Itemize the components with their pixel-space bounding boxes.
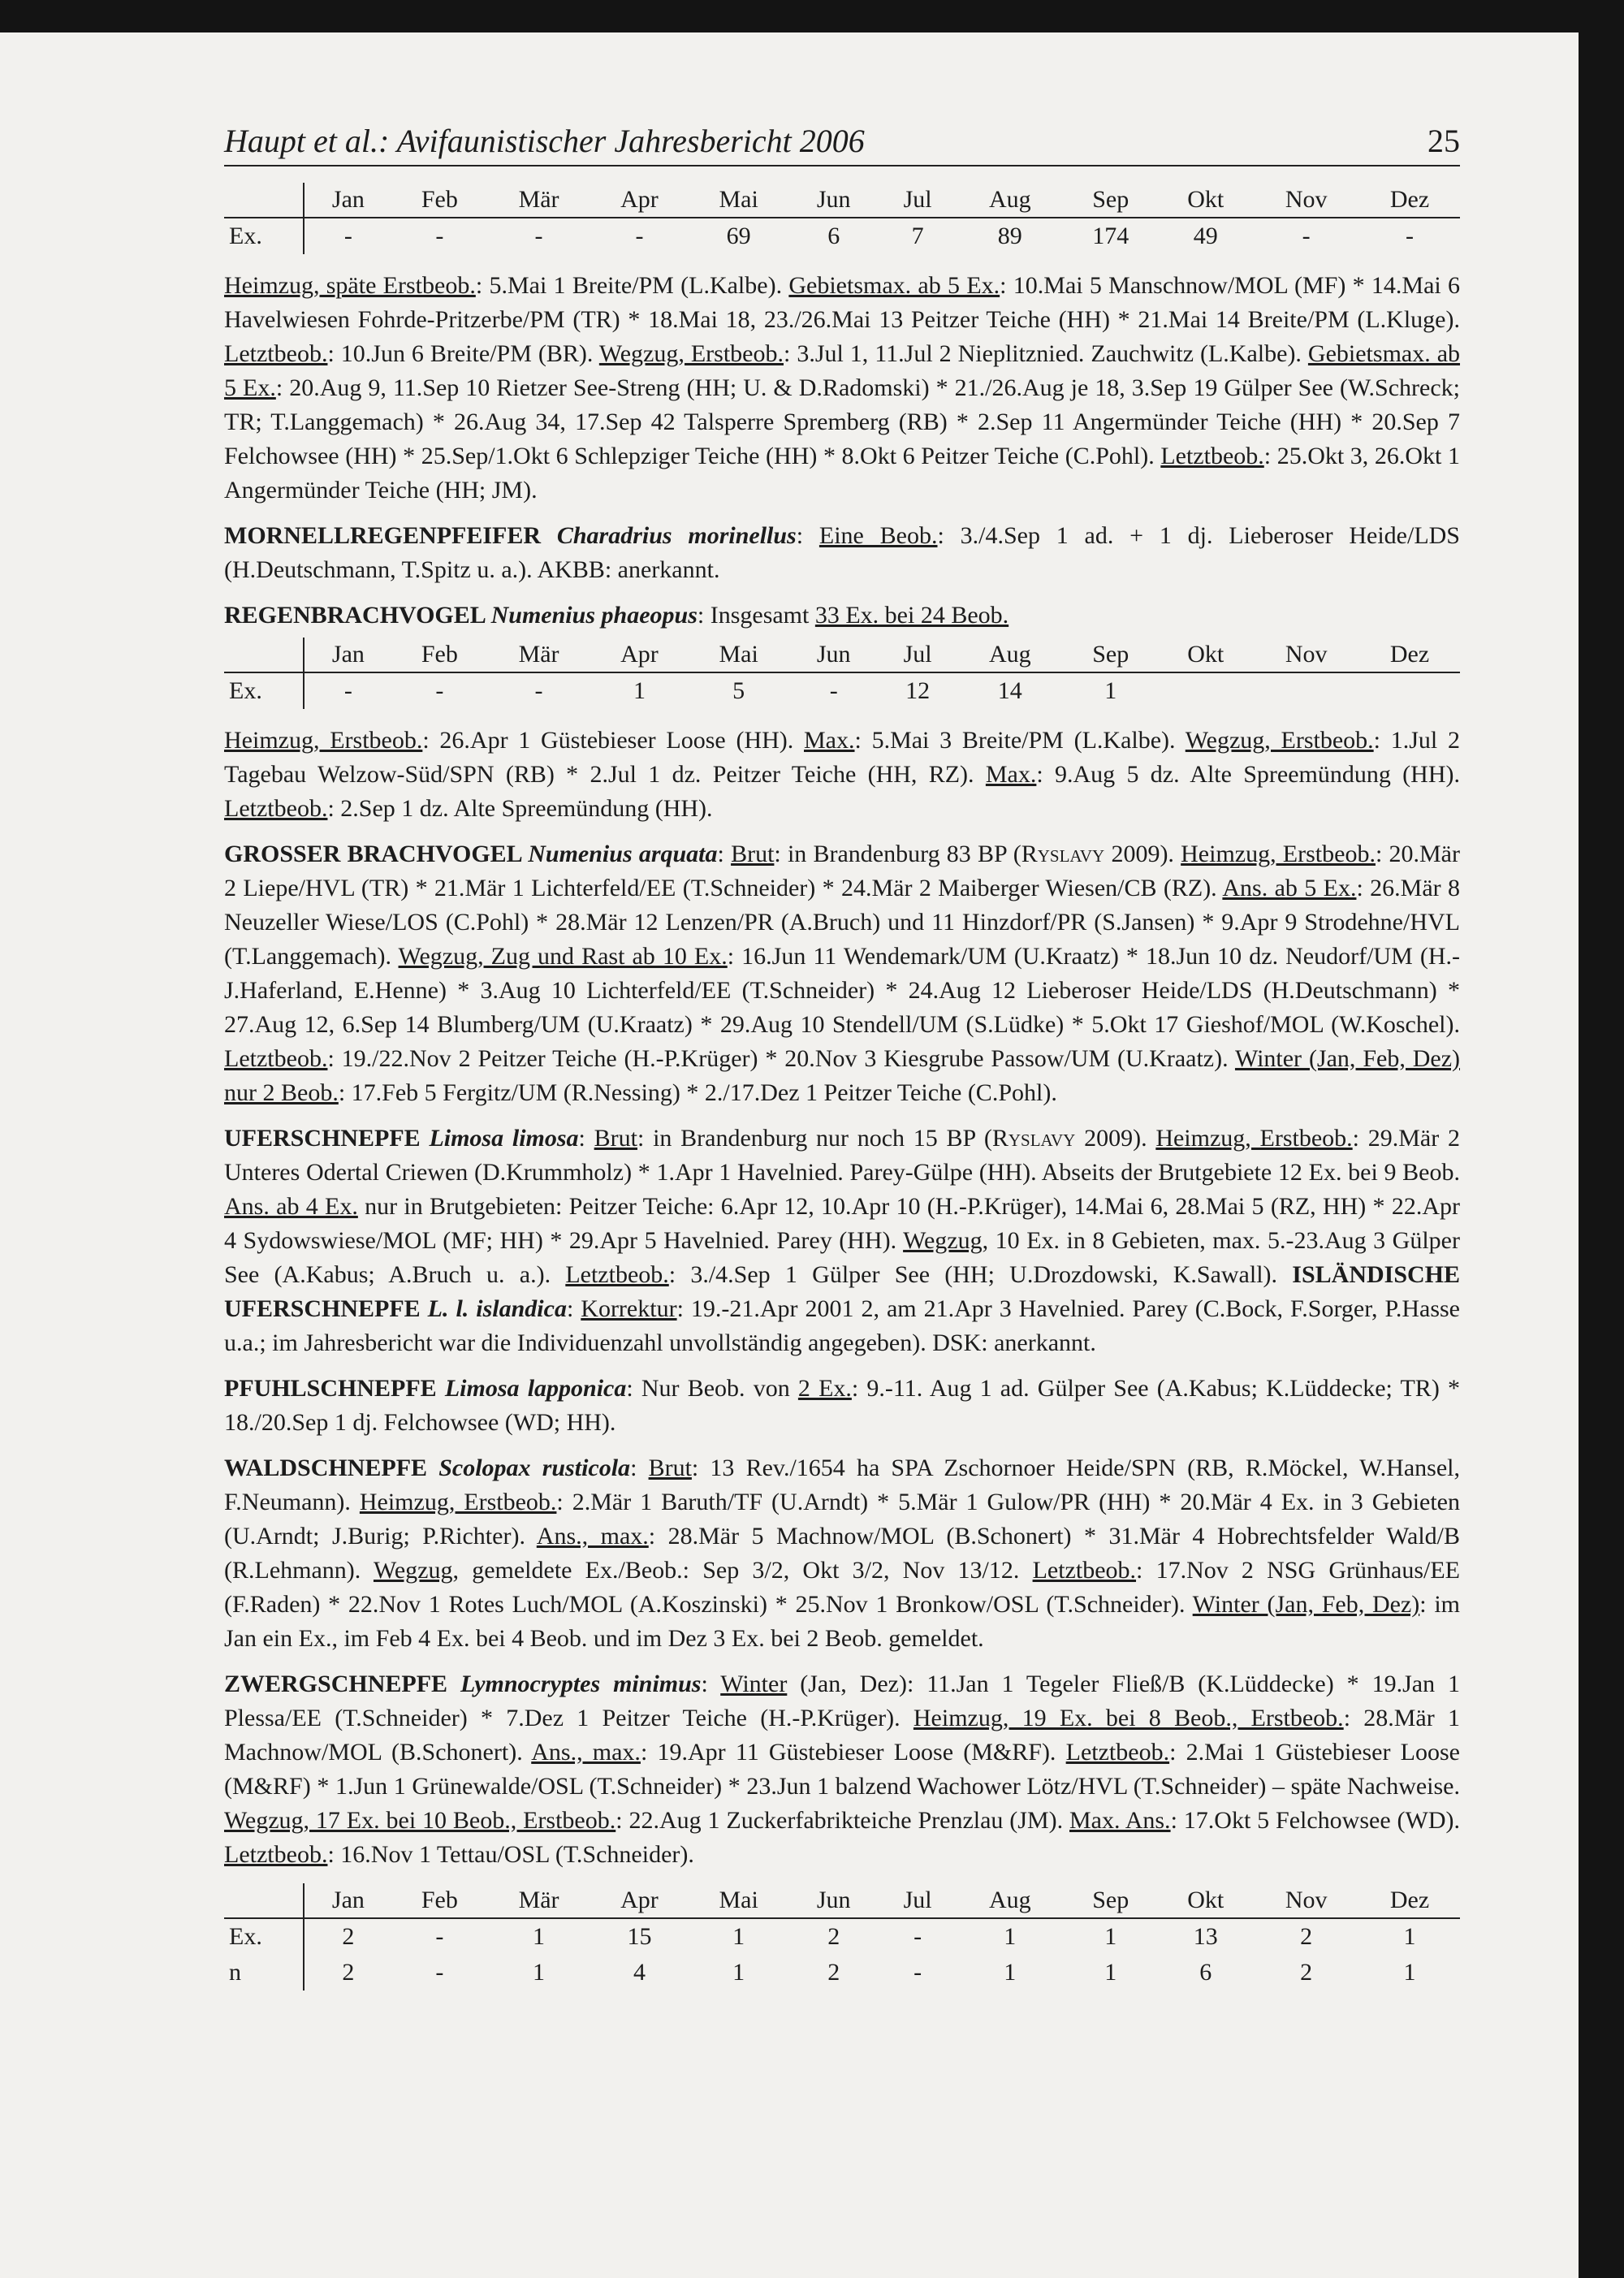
- table-cell: -: [534, 677, 543, 704]
- underlined-label: Wegzug, 17 Ex. bei 10 Beob., Erstbeob.: [224, 1807, 616, 1834]
- text-run: : 17.Nov 2 NSG Grünhaus/EE (F.Raden) * 22.Nov 1 Rotes Luch/MOL (A.Koszinski) * 25.Nov 1 Bronkow/OSL (T.Schneider).: [224, 1557, 1460, 1618]
- underlined-label: Letztbeob.: [565, 1261, 669, 1288]
- text-run: : 1.Jul 2 Tagebau Welzow-Süd/SPN (RB) * 2.Jul 1 dz. Peitzer Teiche (HH, RZ).: [224, 727, 1460, 788]
- species-text-1: [224, 269, 1460, 508]
- underlined-label: Max. Ans.: [1069, 1807, 1171, 1834]
- month-header: Mär: [487, 638, 590, 672]
- month-header: Mai: [689, 1883, 789, 1918]
- row-label: Ex.: [224, 672, 304, 709]
- table-cell: 69: [726, 223, 751, 249]
- table-cell: [1253, 672, 1359, 709]
- underlined-label: Winter (Jan, Feb, Dez): [1192, 1591, 1420, 1618]
- month-header: Jun: [789, 183, 879, 218]
- table-cell: 6: [827, 223, 840, 249]
- text-run: : 3./4.Sep 1 ad. + 1 dj. Lieberoser Heide/LDS (H.Deutschmann, T.Spitz u. a.). AKBB: anerkannt.: [224, 522, 1460, 583]
- text-run: :: [630, 1455, 649, 1481]
- underlined-label: Letztbeob.: [224, 1841, 328, 1868]
- running-header: [224, 122, 1460, 166]
- table-corner: [224, 183, 304, 218]
- sc: Ryslavy: [991, 1125, 1076, 1152]
- text-run: : 3./4.Sep 1 Gülper See (HH; U.Drozdowski, K.Sawall).: [668, 1261, 1293, 1288]
- table-cell: 7: [911, 223, 924, 249]
- underlined-label: Gebietsmax. ab 5 Ex.: [224, 340, 1461, 401]
- month-header: Jul: [879, 1883, 957, 1918]
- month-header: Dez: [1359, 183, 1460, 218]
- text-run: : 13 Rev./1654 ha SPA Zschornoer Heide/SPN (RB, R.Möckel, W.Hansel, F.Neumann).: [224, 1455, 1460, 1515]
- table-cell: 1: [732, 1923, 745, 1950]
- species-name: GROSSER BRACHVOGEL: [224, 841, 529, 867]
- text-run: :: [578, 1125, 594, 1152]
- underlined-label: Heimzug, späte Erstbeob.: [224, 272, 476, 299]
- species-name: UFERSCHNEPFE: [224, 1125, 430, 1152]
- month-header: Aug: [957, 638, 1063, 672]
- species-name: ZWERGSCHNEPFE: [224, 1671, 460, 1697]
- text-run: (Jan, Dez): 11.Jan 1 Tegeler Fließ/B (K.Lüddecke) * 19.Jan 1 Plessa/EE (T.Schneider) * 7.Dez 1 Peitzer Teiche (H.-P.Krüger).: [224, 1671, 1460, 1731]
- monthly-table-1: [224, 183, 1460, 254]
- sc: Ryslavy: [1021, 841, 1105, 867]
- month-header: Sep: [1063, 1883, 1158, 1918]
- text-run: : 28.Mär 5 Machnow/MOL (B.Schonert) * 31.Mär 4 Hobrechtsfelder Wald/B (R.Lehmann).: [224, 1523, 1460, 1584]
- table-cell: 1: [732, 1959, 745, 1986]
- underlined-label: Max.: [804, 727, 855, 754]
- underlined-label: Heimzug, Erstbeob.: [1155, 1125, 1353, 1152]
- table-cell: 4: [633, 1959, 646, 1986]
- species-latin: Limosa lapponica: [444, 1375, 627, 1402]
- table-cell: 5: [732, 677, 745, 704]
- table-cell: 2: [827, 1923, 840, 1950]
- table-cell: 1: [533, 1959, 546, 1986]
- species-phaeopus-details: [224, 724, 1460, 826]
- month-header: Apr: [590, 638, 688, 672]
- table-cell: [1158, 672, 1253, 709]
- underlined-label: Max.: [985, 761, 1037, 788]
- month-header: Sep: [1063, 183, 1158, 218]
- underlined-label: Eine Beob.: [818, 522, 938, 549]
- text-run: nur in Brutgebieten: Peitzer Teiche: 6.Apr 12, 10.Apr 10 (H.-P.Krüger), 14.Mai 6, 28.Mai 5 (RZ, HH) * 22.Apr 4 Sydowswiese/MOL (MF; HH) * 29.Apr 5 Havelnied. Parey (HH).: [224, 1193, 1460, 1254]
- table-cell: -: [343, 677, 352, 704]
- underlined-label: Letztbeob.: [1065, 1739, 1170, 1766]
- month-header: Aug: [957, 1883, 1063, 1918]
- row-label: Ex.: [224, 1918, 304, 1955]
- underlined-label: Letztbeob.: [224, 1045, 328, 1072]
- underlined-label: Letztbeob.: [1160, 443, 1264, 469]
- month-header: Jun: [789, 638, 879, 672]
- underlined-label: Wegzug, Erstbeob.: [1185, 727, 1374, 754]
- species-latin: Lymnocryptes minimus: [460, 1671, 702, 1697]
- text-run: : 2.Mai 1 Güstebieser Loose (M&RF) * 1.Jun 1 Grünewalde/OSL (T.Schneider) * 23.Jun 1 balzend Wachower Lötz/HVL (T.Schneider) – späte Nachweise.: [224, 1739, 1460, 1800]
- text-run: : 26.Apr 1 Güstebieser Loose (HH).: [422, 727, 804, 754]
- underlined-label: Heimzug, Erstbeob.: [359, 1489, 557, 1515]
- month-header: Feb: [392, 183, 487, 218]
- underlined-label: Ans., max.: [531, 1739, 641, 1766]
- monthly-table-3: [224, 1883, 1460, 1991]
- table-cell: -: [435, 1959, 444, 1986]
- underlined-label: Brut: [731, 841, 775, 867]
- underlined-label: Brut: [648, 1455, 692, 1481]
- underlined-label: Wegzug, Erstbeob.: [598, 340, 784, 367]
- table-cell: 1: [1104, 677, 1117, 704]
- table-cell: 13: [1193, 1923, 1218, 1950]
- text-run: : 17.Feb 5 Fergitz/UM (R.Nessing) * 2./17.Dez 1 Peitzer Teiche (C.Pohl).: [338, 1079, 1057, 1106]
- species-latin: Numenius phaeopus: [490, 602, 698, 629]
- month-header: Nov: [1253, 1883, 1359, 1918]
- species-limosa: [224, 1122, 1460, 1360]
- table-cell: 1: [1104, 1959, 1117, 1986]
- month-header: Feb: [392, 638, 487, 672]
- table-cell: 12: [905, 677, 931, 704]
- species-name: REGENBRACHVOGEL: [224, 602, 491, 629]
- underlined-label: Brut: [594, 1125, 637, 1152]
- table-cell: 2: [827, 1959, 840, 1986]
- species-name: MORNELLREGENPFEIFER: [224, 522, 557, 549]
- text-run: , 10 Ex. in 8 Gebieten, max. 5.-23.Aug 3 Gülper See (A.Kabus; A.Bruch u. a.).: [224, 1227, 1460, 1288]
- underlined-label: Letztbeob.: [224, 795, 328, 822]
- text-run: :: [701, 1671, 721, 1697]
- text-run: : 19.Apr 11 Güstebieser Loose (M&RF).: [640, 1739, 1066, 1766]
- underlined-label: Letztbeob.: [224, 340, 328, 367]
- underlined-label: Wegzug: [903, 1227, 983, 1254]
- text-run: : 19.-21.Apr 2001 2, am 21.Apr 3 Havelnied. Parey (C.Bock, F.Sorger, P.Hasse u.a.; im Jahresbericht war die Individuenzahl unvollständig angegeben). DSK: anerkannt.: [224, 1295, 1461, 1356]
- table-cell: 1: [1403, 1959, 1416, 1986]
- table-cell: -: [914, 1923, 922, 1950]
- month-header: Nov: [1253, 183, 1359, 218]
- underlined-label: Wegzug: [373, 1557, 453, 1584]
- species-name: ISLÄNDISCHE UFERSCHNEPFE: [224, 1261, 1461, 1322]
- underlined-label: Ans. ab 4 Ex.: [224, 1193, 358, 1220]
- monthly-table-2: [224, 638, 1460, 709]
- month-header: Aug: [957, 183, 1063, 218]
- text-run: : Insgesamt: [697, 602, 815, 629]
- text-run: : in Brandenburg 83 BP (: [774, 841, 1021, 867]
- text-run: : 2.Sep 1 dz. Alte Spreemündung (HH).: [327, 795, 713, 822]
- month-header: Nov: [1253, 638, 1359, 672]
- text-run: : 10.Jun 6 Breite/PM (BR).: [327, 340, 599, 367]
- text-run: :: [566, 1295, 581, 1322]
- text-run: : 2.Mär 1 Baruth/TF (U.Arndt) * 5.Mär 1 Gulow/PR (HH) * 20.Mär 4 Ex. in 3 Gebieten (U.Arndt; J.Burig; P.Richter).: [224, 1489, 1460, 1550]
- text-run: 2009).: [1104, 841, 1181, 867]
- month-header: Mai: [689, 183, 789, 218]
- month-header: Dez: [1359, 638, 1460, 672]
- table-cell: -: [1302, 223, 1311, 249]
- text-run: : 29.Mär 2 Unteres Odertal Criewen (D.Krummholz) * 1.Apr 1 Havelnied. Parey-Gülpe (HH). Abseits der Brutgebiete 12 Ex. bei 9 Beob.: [224, 1125, 1460, 1186]
- table-cell: -: [435, 677, 444, 704]
- text-run: :: [796, 522, 819, 549]
- month-header: Jul: [879, 638, 957, 672]
- text-run: :: [717, 841, 732, 867]
- month-header: Jan: [304, 1883, 392, 1918]
- month-header: Apr: [590, 1883, 688, 1918]
- text-run: , gemeldete Ex./Beob.: Sep 3/2, Okt 3/2, Nov 13/12.: [452, 1557, 1033, 1584]
- species-latin: Limosa limosa: [429, 1125, 579, 1152]
- underlined-label: Gebietsmax. ab 5 Ex.: [788, 272, 1000, 299]
- table-cell: -: [435, 1923, 444, 1950]
- text-run: : 17.Okt 5 Felchowsee (WD).: [1170, 1807, 1460, 1834]
- table-cell: 1: [1004, 1959, 1017, 1986]
- underlined-label: Wegzug, Zug und Rast ab 10 Ex.: [398, 943, 728, 970]
- month-header: Mär: [487, 1883, 590, 1918]
- species-rusticola: [224, 1451, 1460, 1656]
- text-run: : 5.Mai 3 Breite/PM (L.Kalbe).: [854, 727, 1186, 754]
- month-header: Feb: [392, 1883, 487, 1918]
- underlined-label: Heimzug, Erstbeob.: [1181, 841, 1376, 867]
- text-run: : 16.Nov 1 Tettau/OSL (T.Schneider).: [327, 1841, 694, 1868]
- month-header: Jul: [879, 183, 957, 218]
- underlined-label: 2 Ex.: [797, 1375, 852, 1402]
- page-content: [224, 122, 1460, 2005]
- text-run: : 9.Aug 5 dz. Alte Spreemündung (HH).: [1036, 761, 1460, 788]
- month-header: Okt: [1158, 183, 1253, 218]
- text-run: : 26.Mär 8 Neuzeller Wiese/LOS (C.Pohl) * 28.Mär 12 Lenzen/PR (A.Bruch) und 11 Hinzdorf/PR (S.Jansen) * 9.Apr 9 Strodehne/HVL (T.Langgemach).: [224, 875, 1460, 970]
- table-cell: 6: [1199, 1959, 1212, 1986]
- row-label: Ex.: [224, 218, 304, 254]
- table-cell: 15: [627, 1923, 652, 1950]
- table-cell: [1359, 672, 1460, 709]
- species-latin: L. l. islandica: [427, 1295, 567, 1322]
- table-corner: [224, 1883, 304, 1918]
- table-cell: -: [534, 223, 543, 249]
- scanned-page: [0, 32, 1579, 2278]
- table-cell: -: [914, 1959, 922, 1986]
- page-number: 25: [1427, 123, 1460, 159]
- table-cell: 14: [997, 677, 1022, 704]
- month-header: Dez: [1359, 1883, 1460, 1918]
- text-run: : 10.Mai 5 Manschnow/MOL (MF) * 14.Mai 6 Havelwiesen Fohrde-Pritzerbe/PM (TR) * 18.Mai 18, 23./26.Mai 13 Peitzer Teiche (HH) * 21.Mai 14 Breite/PM (L.Kluge).: [224, 272, 1461, 333]
- text-run: : 28.Mär 1 Machnow/MOL (B.Schonert).: [224, 1705, 1460, 1766]
- table-cell: 1: [1403, 1923, 1416, 1950]
- table-cell: 2: [1300, 1959, 1313, 1986]
- underlined-label: Heimzug, 19 Ex. bei 8 Beob., Erstbeob.: [913, 1705, 1344, 1731]
- table-cell: 2: [1300, 1923, 1313, 1950]
- table-cell: 2: [342, 1923, 355, 1950]
- month-header: Jun: [789, 1883, 879, 1918]
- species-latin: Charadrius morinellus: [556, 522, 797, 549]
- table-cell: -: [343, 223, 352, 249]
- month-header: Okt: [1158, 638, 1253, 672]
- text-run: : 19./22.Nov 2 Peitzer Teiche (H.-P.Krüger) * 20.Nov 3 Kiesgrube Passow/UM (U.Kraatz).: [327, 1045, 1235, 1072]
- table-cell: -: [829, 677, 838, 704]
- table-cell: 2: [342, 1959, 355, 1986]
- table-row: [224, 218, 1460, 254]
- text-run: : in Brandenburg nur noch 15 BP (: [637, 1125, 992, 1152]
- table-row: [224, 672, 1460, 709]
- table-cell: 49: [1193, 223, 1218, 249]
- underlined-label: Korrektur: [581, 1295, 677, 1322]
- species-latin: Numenius arquata: [528, 841, 718, 867]
- species-lapponica: [224, 1372, 1460, 1440]
- text-run: : 20.Aug 9, 11.Sep 10 Rietzer See-Streng (HH; U. & D.Radomski) * 21./26.Aug je 18, 3.Sep 19 Gülper See (W.Schreck; TR; T.Langgemach) * 26.Aug 34, 17.Sep 42 Talsperre Spremberg (RB) * 2.Sep 11 Angermünder Teiche (HH) * 20.Sep 7 Felchowsee (HH) * 25.Sep/1.Okt 6 Schlepziger Teiche (HH) * 8.Okt 6 Peitzer Teiche (C.Pohl).: [224, 374, 1460, 469]
- species-arquata: [224, 837, 1460, 1110]
- species-morinellus: [224, 519, 1460, 587]
- text-run: 2009).: [1075, 1125, 1156, 1152]
- month-header: Okt: [1158, 1883, 1253, 1918]
- underlined-label: Winter (Jan, Feb, Dez) nur 2 Beob.: [224, 1045, 1460, 1106]
- table-cell: 174: [1092, 223, 1129, 249]
- text-run: : 22.Aug 1 Zuckerfabrikteiche Prenzlau (JM).: [615, 1807, 1069, 1834]
- month-header: Jan: [304, 638, 392, 672]
- species-latin: Scolopax rusticola: [438, 1455, 631, 1481]
- underlined-label: 33 Ex. bei 24 Beob.: [814, 602, 1009, 629]
- underlined-label: Heimzug, Erstbeob.: [224, 727, 423, 754]
- table-cell: 1: [1004, 1923, 1017, 1950]
- table-corner: [224, 638, 304, 672]
- underlined-label: Winter: [720, 1671, 788, 1697]
- species-phaeopus: [224, 599, 1460, 633]
- table-cell: -: [1406, 223, 1415, 249]
- table-cell: 89: [997, 223, 1022, 249]
- table-row: [224, 1955, 1460, 1991]
- species-name: WALDSCHNEPFE: [224, 1455, 439, 1481]
- underlined-label: Letztbeob.: [1032, 1557, 1137, 1584]
- text-run: : 9.-11. Aug 1 ad. Gülper See (A.Kabus; K.Lüddecke; TR) * 18./20.Sep 1 dj. Felchowsee (WD; HH).: [224, 1375, 1460, 1436]
- text-run: : im Jan ein Ex., im Feb 4 Ex. bei 4 Beob. und im Dez 3 Ex. bei 2 Beob. gemeldet.: [224, 1591, 1460, 1652]
- table-row: [224, 1918, 1460, 1955]
- running-title: Haupt et al.: Avifaunistischer Jahresbericht 2006: [224, 123, 865, 159]
- month-header: Jan: [304, 183, 392, 218]
- underlined-label: Ans., max.: [536, 1523, 649, 1550]
- text-run: : 5.Mai 1 Breite/PM (L.Kalbe).: [475, 272, 789, 299]
- text-run: : 16.Jun 11 Wendemark/UM (U.Kraatz) * 18.Jun 10 dz. Neudorf/UM (H.-J.Haferland, E.Henne) * 3.Aug 10 Lichterfeld/EE (T.Schneider) * 24.Aug 12 Lieberoser Heide/LDS (H.Deutschmann) * 27.Aug 12, 6.Sep 14 Blumberg/UM (U.Kraatz) * 29.Aug 10 Stendell/UM (S.Lüdke) * 5.Okt 17 Gieshof/MOL (W.Koschel).: [224, 943, 1460, 1038]
- month-header: Mai: [689, 638, 789, 672]
- table-cell: 1: [1104, 1923, 1117, 1950]
- species-name: PFUHLSCHNEPFE: [224, 1375, 445, 1402]
- table-cell: 1: [633, 677, 646, 704]
- text-run: : Nur Beob. von: [626, 1375, 798, 1402]
- text-run: : 20.Mär 2 Liepe/HVL (TR) * 21.Mär 1 Lichterfeld/EE (T.Schneider) * 24.Mär 2 Maiberger Wiesen/CB (RZ).: [224, 841, 1460, 901]
- table-cell: -: [635, 223, 644, 249]
- table-cell: 1: [533, 1923, 546, 1950]
- row-label: n: [224, 1955, 304, 1991]
- table-cell: -: [435, 223, 444, 249]
- species-minimus: [224, 1667, 1460, 1872]
- month-header: Sep: [1063, 638, 1158, 672]
- underlined-label: Ans. ab 5 Ex.: [1222, 875, 1357, 901]
- month-header: Mär: [487, 183, 590, 218]
- month-header: Apr: [590, 183, 688, 218]
- text-run: : 25.Okt 3, 26.Okt 1 Angermünder Teiche (HH; JM).: [224, 443, 1460, 504]
- text-run: : 3.Jul 1, 11.Jul 2 Nieplitznied. Zauchwitz (L.Kalbe).: [784, 340, 1308, 367]
